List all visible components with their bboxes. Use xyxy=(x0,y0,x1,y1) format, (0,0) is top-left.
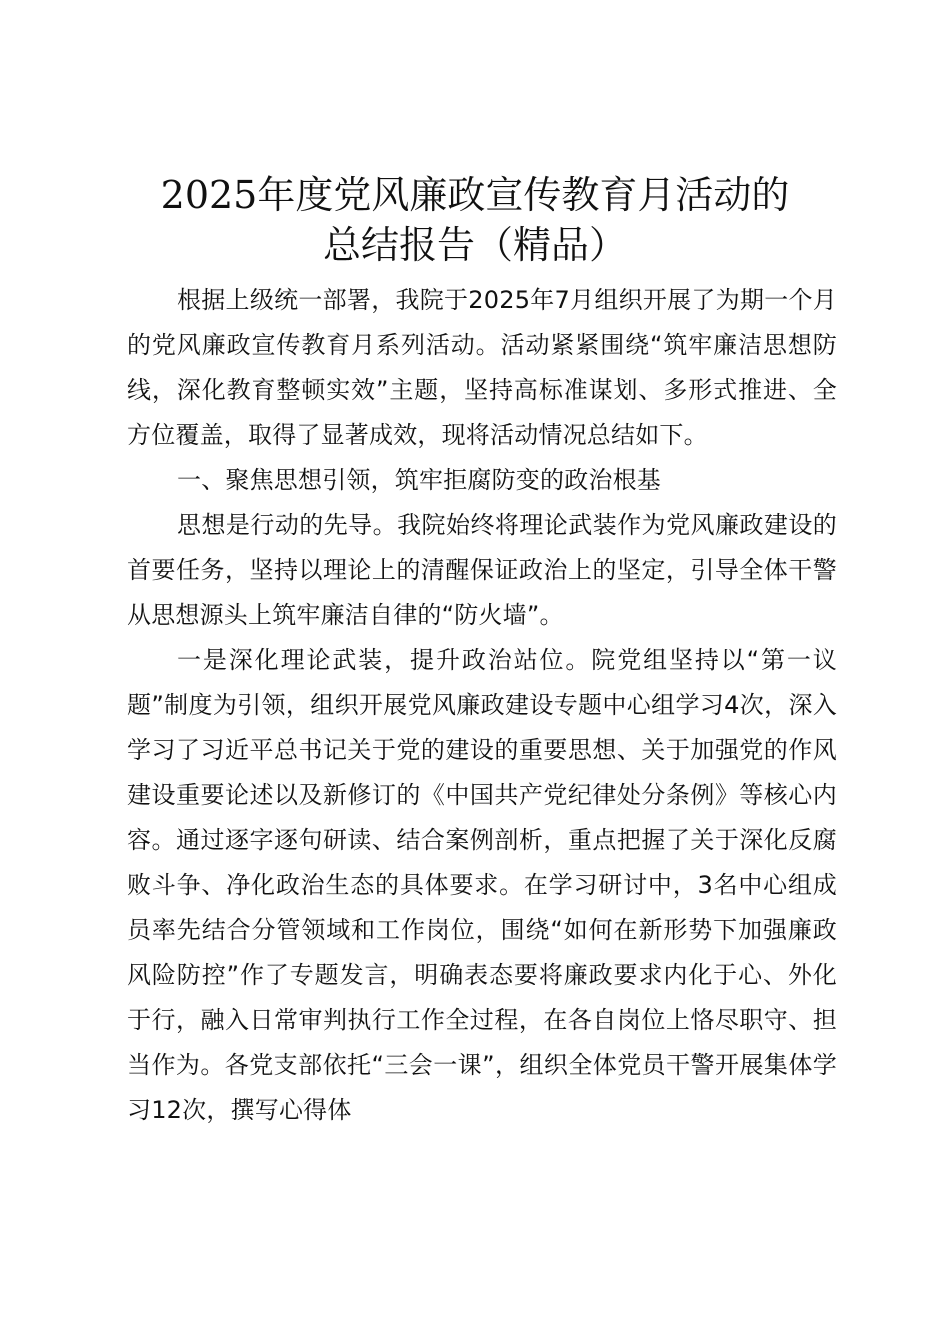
section-heading-1: 一、聚焦思想引领，筑牢拒腐防变的政治根基 xyxy=(177,466,661,494)
document-title-line-2: 总结报告（精品） xyxy=(322,223,627,267)
document-title-line-1: 2025年度党风廉政宣传教育月活动的 xyxy=(160,173,790,217)
paragraph-intro: 根据上级统一部署，我院于2025年7月组织开展了为期一个月的党风廉政宣传教育月系列活动。活动紧紧围绕“筑牢廉洁思想防线，深化教育整顿实效”主题，坚持高标准谋划、多形式推进、全方位覆盖，取得了显著成效，现将活动情况总结如下。 xyxy=(127,286,837,449)
document-body xyxy=(127,278,837,1133)
paragraph-section-1-intro: 思想是行动的先导。我院始终将理论武装作为党风廉政建设的首要任务，坚持以理论上的清醒保证政治上的坚定，引导全体干警从思想源头上筑牢廉洁自律的“防火墙”。 xyxy=(127,511,837,629)
paragraph-section-1-point-1: 一是深化理论武装，提升政治站位。院党组坚持以“第一议题”制度为引领，组织开展党风廉政建设专题中心组学习4次，深入学习了习近平总书记关于党的建设的重要思想、关于加强党的作风建设重要论述以及新修订的《中国共产党纪律处分条例》等核心内容。通过逐字逐句研读、结合案例剖析，重点把握了关于深化反腐败斗争、净化政治生态的具体要求。在学习研讨中，3名中心组成员率先结合分管领域和工作岗位，围绕“如何在新形势下加强廉政风险防控”作了专题发言，明确表态要将廉政要求内化于心、外化于行，融入日常审判执行工作全过程，在各自岗位上恪尽职守、担当作为。各党支部依托“三会一课”，组织全体党员干警开展集体学习12次，撰写心得体 xyxy=(127,646,837,1124)
